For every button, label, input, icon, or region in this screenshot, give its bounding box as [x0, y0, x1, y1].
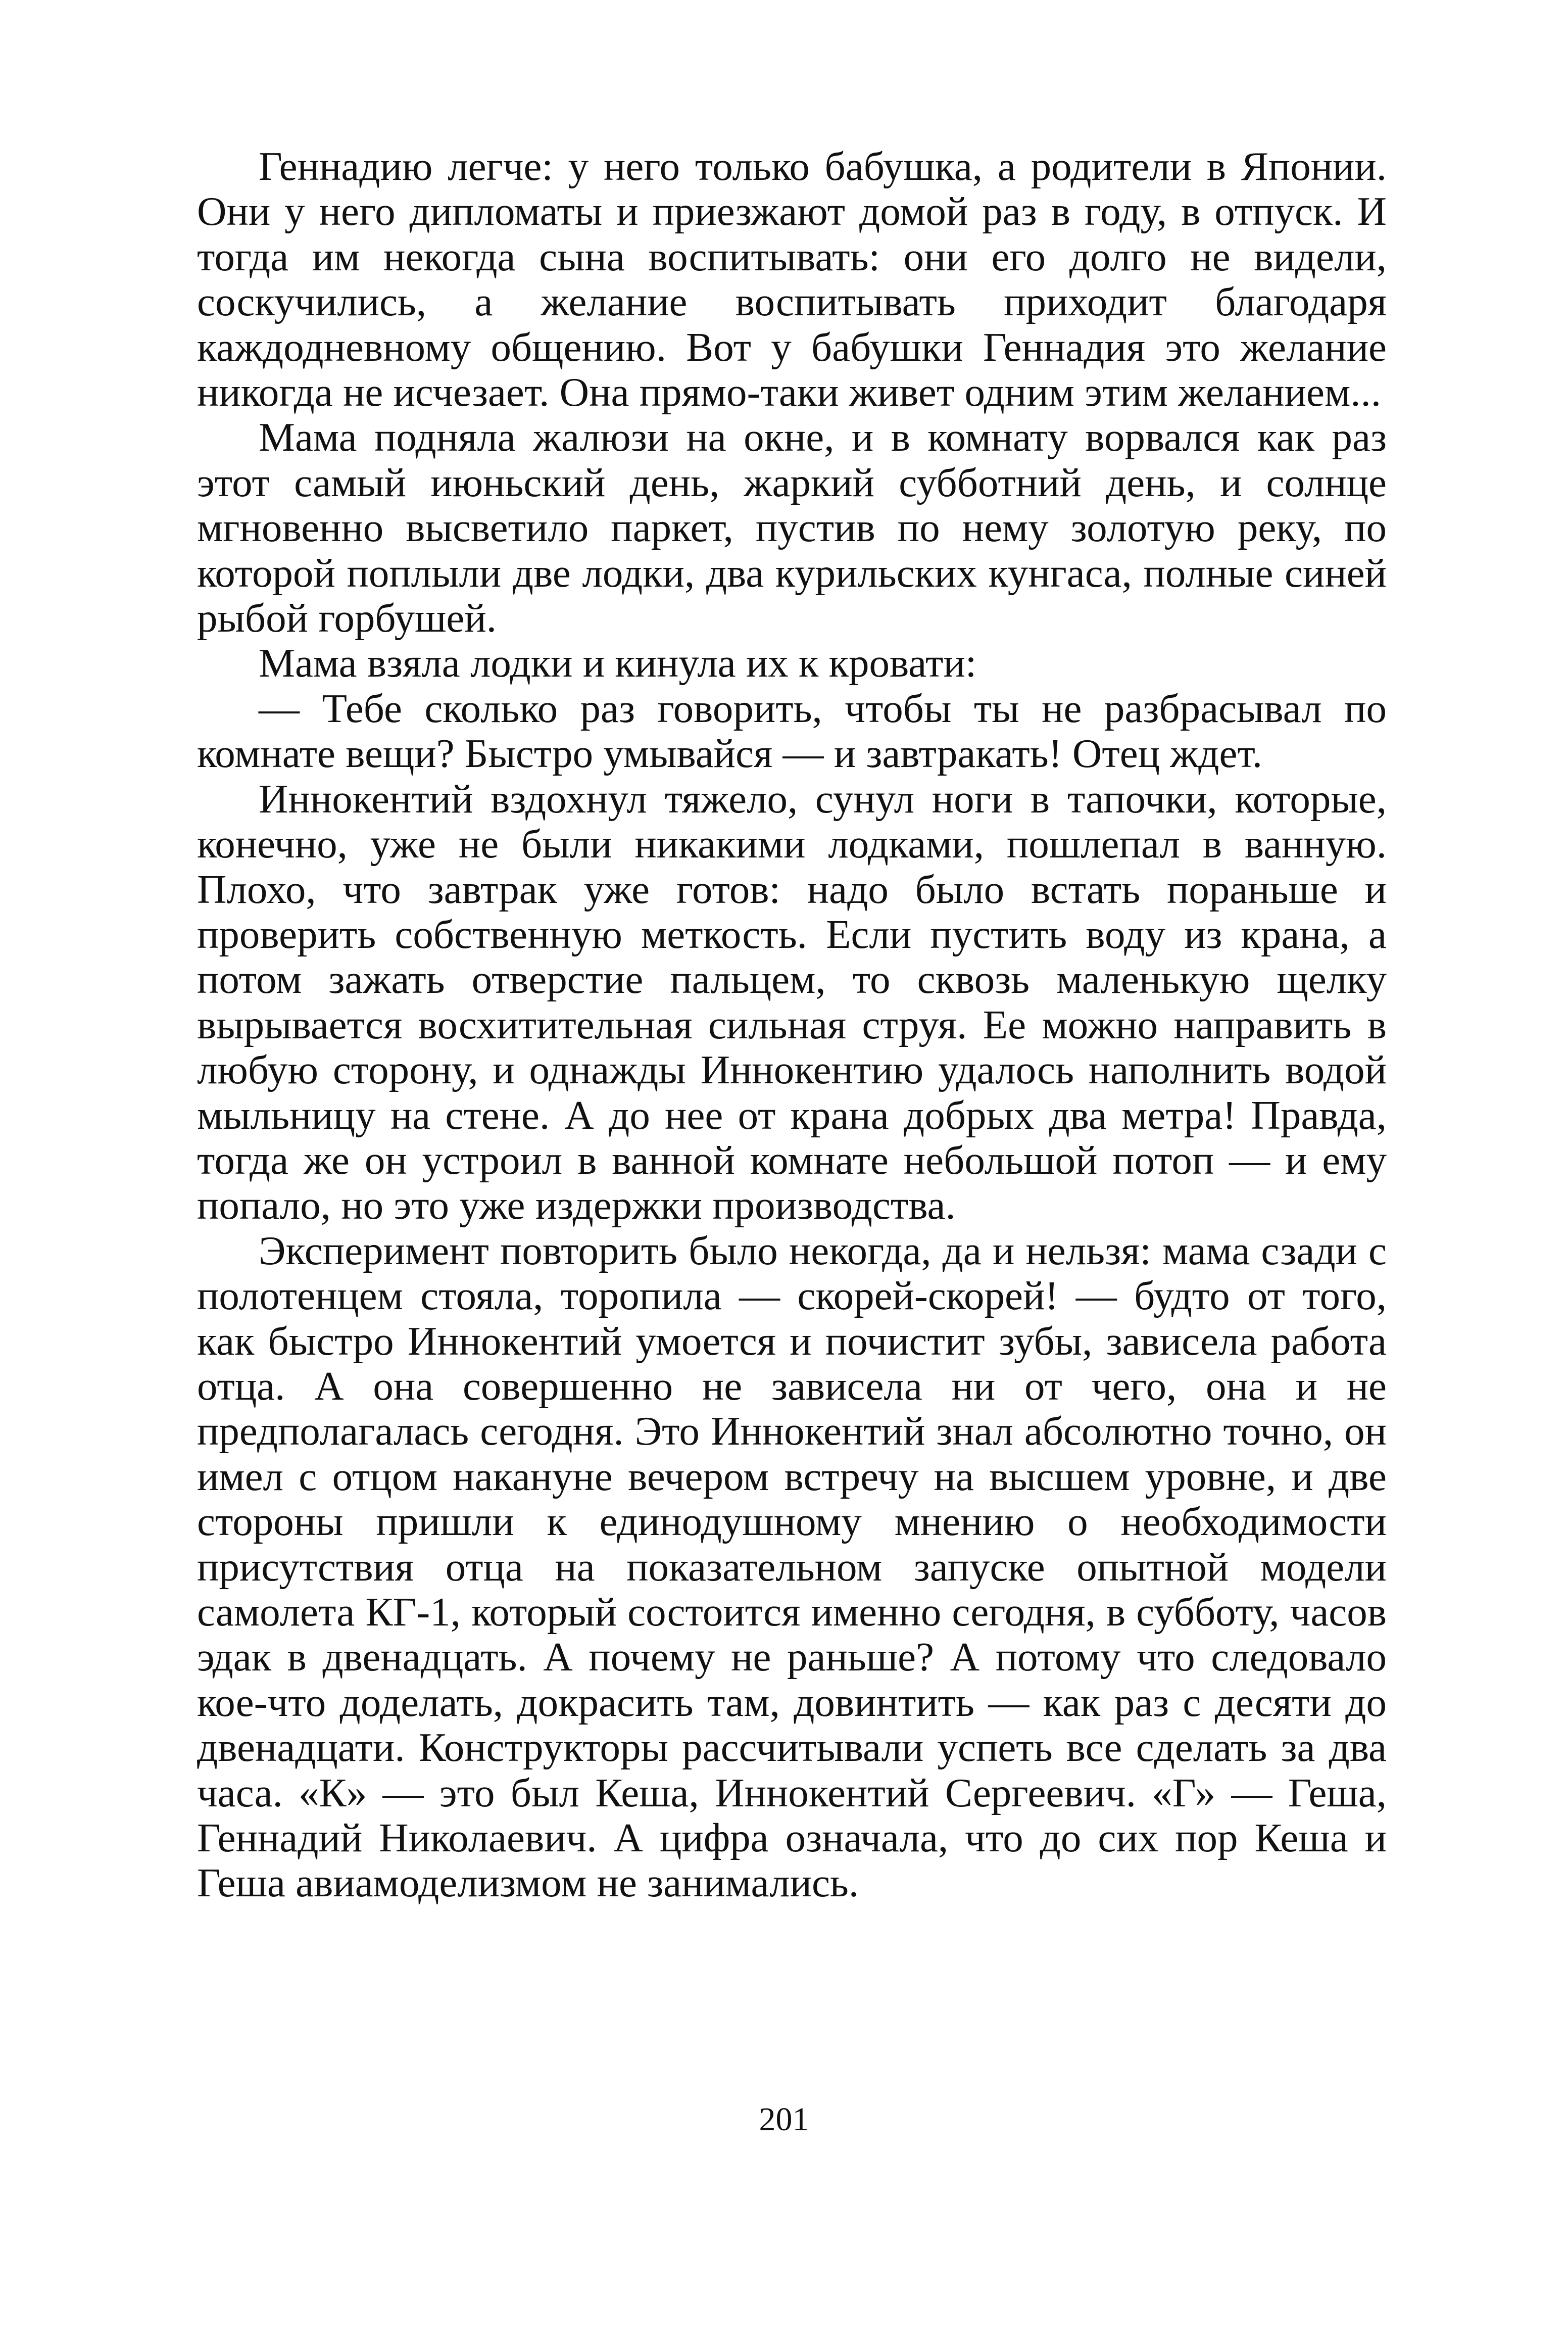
page-number: 201	[759, 2101, 809, 2138]
paragraph: Мама взяла лодки и кинула их к кровати:	[259, 640, 977, 686]
paragraph: Мама подняла жалюзи на окне, и в комнату ворвался как раз этот самый июньский день, жаркий субботний день, и солнце мгновенно высветило паркет, пустив по нему золотую реку, по которой поплыли две лодки, два курильских кунгаса, полные синей рыбой горбушей.	[197, 414, 1387, 641]
paragraph: Иннокентий вздохнул тяжело, сунул ноги в тапочки, которые, конечно, уже не были никакими лодками, пошлепал в ванную. Плохо, что завтрак уже готов: надо было встать пораньше и проверить собственную меткость. Если пустить воду из крана, а потом зажать отверстие пальцем, то сквозь маленькую щелку вырывается восхитительная сильная струя. Ее можно направить в любую сторону, и однажды Иннокентию удалось наполнить водой мыльницу на стене. А до нее от крана добрых два метра! Правда, тогда же он устроил в ванной комнате небольшой потоп — и ему попало, но это уже издержки производства.	[197, 776, 1387, 1228]
paragraph: Эксперимент повторить было некогда, да и нельзя: мама сзади с полотенцем стояла, торопила — скорей-скорей! — будто от того, как быстро Иннокентий умоется и почистит зубы, зависела работа отца. А она совершенно не зависела ни от чего, она и не предполагалась сегодня. Это Иннокентий знал абсолютно точно, он имел с отцом накануне вечером встречу на высшем уровне, и две стороны пришли к единодушному мнению о необходимости присутствия отца на показательном запуске опытной модели самолета КГ-1, который состоится именно сегодня, в субботу, часов эдак в двенадцать. А почему не раньше? А потому что следовало кое-что доделать, докрасить там, довинтить — как раз с десяти до двенадцати. Конструкторы рассчитывали успеть все сделать за два часа. «К» — это был Кеша, Иннокентий Сергеевич. «Г» — Геша, Геннадий Николаевич. А цифра означала, что до сих пор Кеша и Геша авиамоделизмом не занимались.	[197, 1227, 1387, 1906]
paragraph: Геннадию легче: у него только бабушка, а родители в Японии. Они у него дипломаты и приезжают домой раз в году, в отпуск. И тогда им некогда сына воспитывать: они его долго не видели, соскучились, а желание воспитывать приходит благодаря каждодневному общению. Вот у бабушки Геннадия это желание никогда не исчезает. Она прямо-таки живет одним этим желанием...	[197, 143, 1387, 415]
body-text	[197, 144, 1387, 1906]
paragraph: — Тебе сколько раз говорить, чтобы ты не разбрасывал по комнате вещи? Быстро умывайся — и завтракать! Отец ждет.	[197, 685, 1387, 777]
